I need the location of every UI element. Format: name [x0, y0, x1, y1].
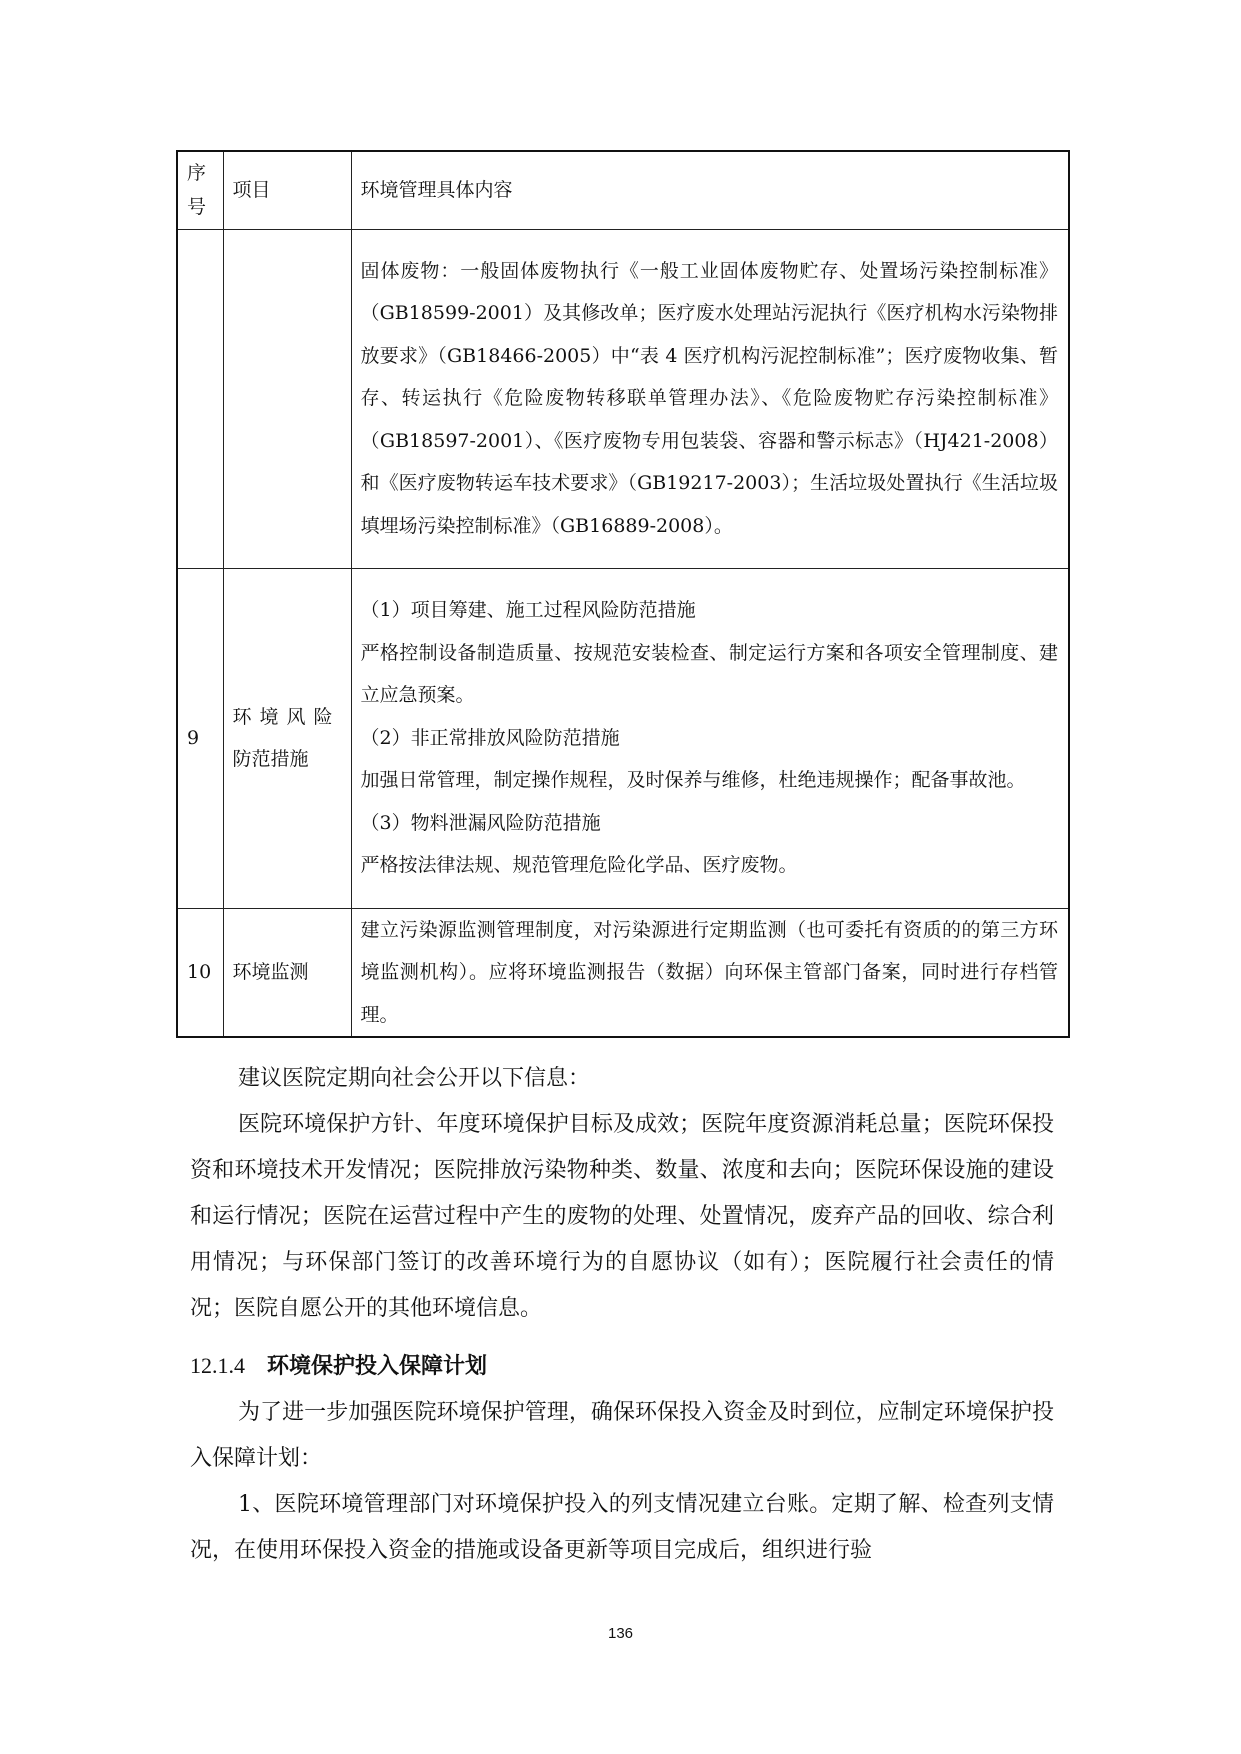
section-title: 环境保护投入保障计划: [267, 1354, 488, 1379]
row-seq: 10: [177, 908, 223, 1037]
content-line: 严格按法律法规、规范管理危险化学品、医疗废物。: [360, 854, 798, 877]
row-item: [223, 908, 351, 1037]
environment-management-table: [176, 150, 1070, 1038]
header-seq: [177, 151, 223, 229]
row-item-line1: 环境监测: [232, 961, 309, 983]
header-seq-line2: 号: [187, 196, 207, 219]
content-line: （3）物料泄漏风险防范措施: [360, 811, 601, 834]
content-line: 严格控制设备制造质量、按规范安装检查、制定运行方案和各项安全管理制度、建立应急预案。: [360, 641, 1058, 707]
paragraph: 医院环境保护方针、年度环境保护目标及成效；医院年度资源消耗总量；医院环保投资和环境技术开发情况；医院排放污染物种类、数量、浓度和去向；医院环保设施的建设和运行情况；医院在运营过程中产生的废物的处理、处置情况，废弃产品的回收、综合利用情况；与环保部门签订的改善环境行为的自愿协议（如有）；医院履行社会责任的情况；医院自愿公开的其他环境信息。: [190, 1112, 1054, 1321]
row-item: [223, 568, 351, 908]
content-line: （2）非正常排放风险防范措施: [360, 726, 620, 749]
disclosure-section: [190, 1056, 1054, 1332]
header-seq-line1: 序: [187, 162, 207, 185]
table-row: [177, 568, 1069, 908]
investment-plan-section: [190, 1390, 1054, 1574]
content-line: 加强日常管理，制定操作规程，及时保养与维修，杜绝违规操作；配备事故池。: [360, 769, 1026, 792]
section-number: 12.1.4: [190, 1353, 245, 1378]
row-item-line1: 环境风险: [232, 705, 341, 728]
section-heading: [190, 1346, 487, 1387]
table-row: [177, 229, 1069, 568]
table-header-row: [177, 151, 1069, 229]
paragraph: 1、医院环境管理部门对环境保护投入的列支情况建立台账。定期了解、检查列支情况，在使用环保投入资金的措施或设备更新等项目完成后，组织进行验: [190, 1492, 1054, 1563]
row-content: [351, 229, 1069, 568]
row-item: [223, 229, 351, 568]
content-line: 固体废物：一般固体废物执行《一般工业固体废物贮存、处置场污染控制标准》（GB18599-2001）及其修改单；医疗废水处理站污泥执行《医疗机构水污染物排放要求》（GB18466-2005）中“表 4 医疗机构污泥控制标准”；医疗废物收集、暂存、转运执行《危险废物转移联单管理办法》、《危险废物贮存污染控制标准》（GB18597-2001）、《医疗废物专用包装袋、容器和警示标志》（HJ421-2008）和《医疗废物转运车技术要求》（GB19217-2003）；生活垃圾处置执行《生活垃圾填埋场污染控制标准》（GB16889-2008）。: [360, 259, 1058, 537]
row-seq: 9: [177, 568, 223, 908]
paragraph: 为了进一步加强医院环境保护管理，确保环保投入资金及时到位，应制定环境保护投入保障计划：: [190, 1400, 1054, 1471]
row-content: [351, 568, 1069, 908]
row-seq: [177, 229, 223, 568]
content-line: 建立污染源监测管理制度，对污染源进行定期监测（也可委托有资质的的第三方环境监测机构）。应将环境监测报告（数据）向环保主管部门备案，同时进行存档管理。: [360, 918, 1058, 1026]
header-content: 环境管理具体内容: [351, 151, 1069, 229]
row-item-line2: 防范措施: [232, 748, 309, 770]
row-content: [351, 908, 1069, 1037]
page-number: 136: [607, 1625, 634, 1642]
content-line: （1）项目筹建、施工过程风险防范措施: [360, 599, 696, 622]
table-row: [177, 908, 1069, 1037]
paragraph: 建议医院定期向社会公开以下信息：: [238, 1066, 591, 1091]
header-item: 项目: [223, 151, 351, 229]
